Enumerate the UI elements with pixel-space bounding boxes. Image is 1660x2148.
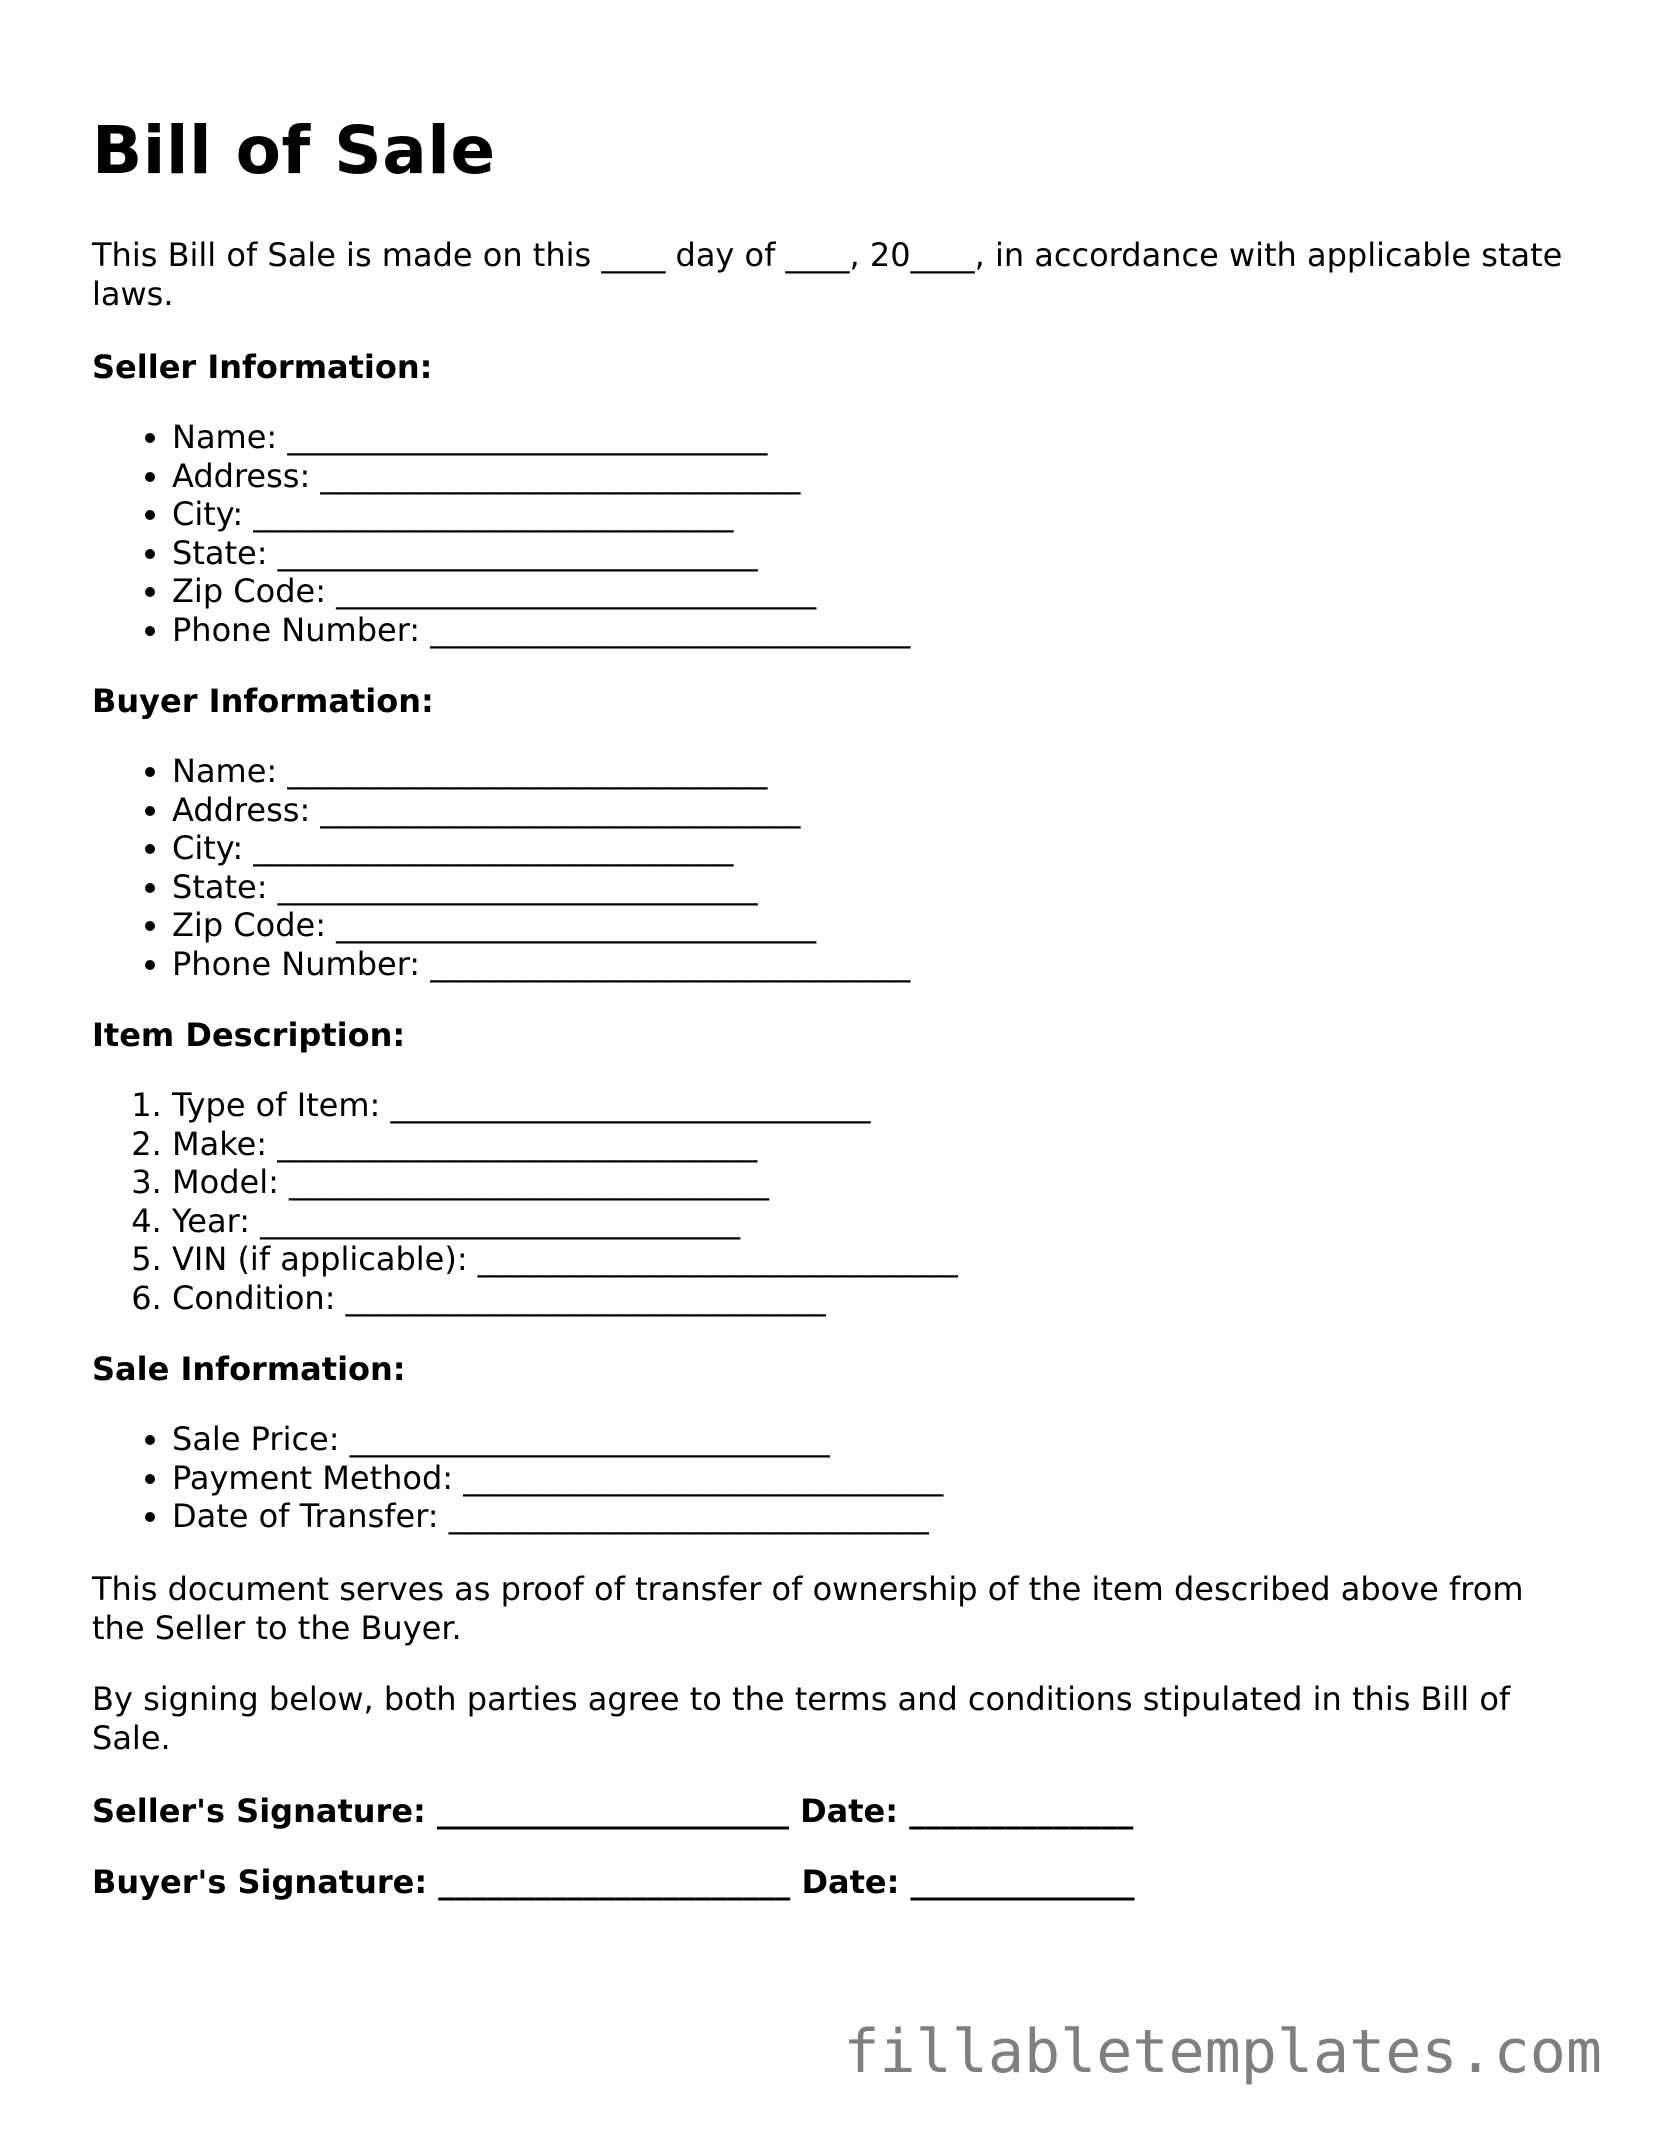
seller-fields-list — [92, 418, 910, 650]
buyer-heading: Buyer Information: — [92, 682, 434, 720]
sale-fields-list — [92, 1420, 943, 1536]
item-condition-field[interactable]: 6. Condition: ______________________________ — [172, 1279, 958, 1318]
buyer-fields-list — [92, 752, 910, 984]
buyer-city-field[interactable]: • City: ______________________________ — [172, 829, 910, 868]
item-fields-list — [92, 1086, 958, 1318]
buyer-zip-field[interactable]: • Zip Code: ______________________________ — [172, 906, 910, 945]
buyer-phone-field[interactable]: • Phone Number: ______________________________ — [172, 945, 910, 984]
item-heading: Item Description: — [92, 1016, 406, 1054]
item-vin-field[interactable]: 5. VIN (if applicable): ______________________________ — [172, 1240, 958, 1279]
item-model-field[interactable]: 3. Model: ______________________________ — [172, 1163, 958, 1202]
seller-name-field[interactable]: • Name: ______________________________ — [172, 418, 910, 457]
seller-heading: Seller Information: — [92, 348, 433, 386]
seller-address-field[interactable]: • Address: ______________________________ — [172, 457, 910, 496]
item-make-field[interactable]: 2. Make: ______________________________ — [172, 1125, 958, 1164]
buyer-address-field[interactable]: • Address: ______________________________ — [172, 791, 910, 830]
sale-price-field[interactable]: • Sale Price: ______________________________ — [172, 1420, 943, 1459]
intro-paragraph: This Bill of Sale is made on this ____ day of ____, 20____, in accordance with applicable state laws. — [92, 236, 1563, 313]
transfer-paragraph: This document serves as proof of transfer of ownership of the item described above from the Seller to the Buyer. — [92, 1570, 1524, 1647]
date-of-transfer-field[interactable]: • Date of Transfer: ______________________________ — [172, 1497, 943, 1536]
seller-zip-field[interactable]: • Zip Code: ______________________________ — [172, 572, 910, 611]
seller-city-field[interactable]: • City: ______________________________ — [172, 495, 910, 534]
item-year-field[interactable]: 4. Year: ______________________________ — [172, 1202, 958, 1241]
watermark-text: fillabletemplates.com — [843, 2017, 1602, 2087]
item-type-field[interactable]: 1. Type of Item: ______________________________ — [172, 1086, 958, 1125]
seller-phone-field[interactable]: • Phone Number: ______________________________ — [172, 611, 910, 650]
page-title: Bill of Sale — [92, 112, 496, 189]
buyer-name-field[interactable]: • Name: ______________________________ — [172, 752, 910, 791]
seller-signature-line[interactable]: Seller's Signature: ______________________ Date: ______________ — [92, 1792, 1134, 1830]
buyer-signature-line[interactable]: Buyer's Signature: ______________________ Date: ______________ — [92, 1863, 1135, 1901]
agreement-paragraph: By signing below, both parties agree to the terms and conditions stipulated in this Bill of Sale. — [92, 1680, 1511, 1757]
buyer-state-field[interactable]: • State: ______________________________ — [172, 868, 910, 907]
sale-heading: Sale Information: — [92, 1350, 406, 1388]
seller-state-field[interactable]: • State: ______________________________ — [172, 534, 910, 573]
payment-method-field[interactable]: • Payment Method: ______________________________ — [172, 1459, 943, 1498]
